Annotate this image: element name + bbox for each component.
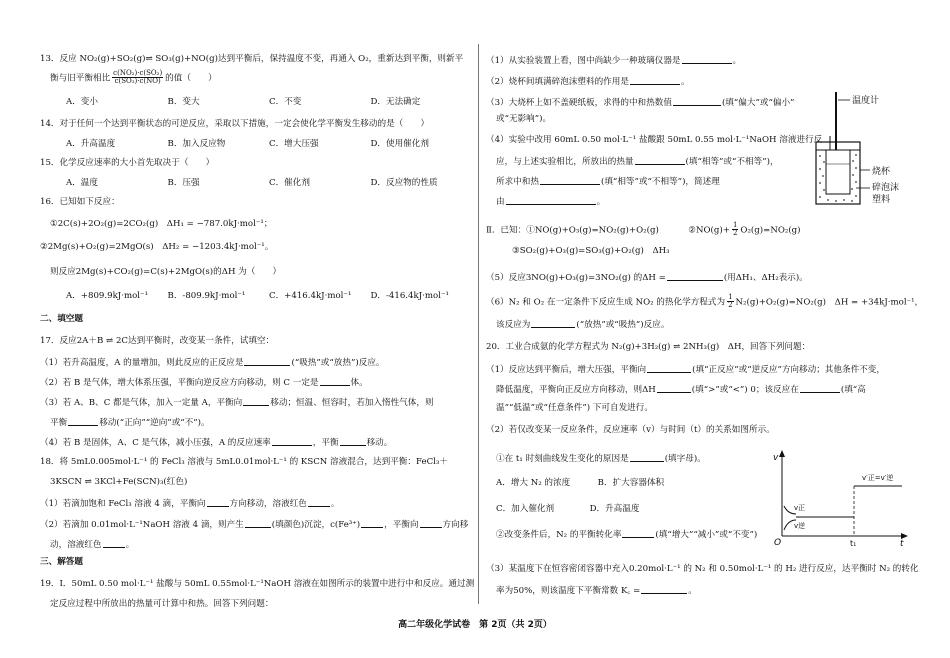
- blank[interactable]: [667, 271, 723, 281]
- label-v-reverse: v逆: [794, 522, 806, 530]
- q20-part2-1: ①在 t₁ 时刻曲线发生变化的原因是 (填字母)。: [496, 454, 706, 464]
- q14-options: [40, 139, 472, 149]
- blank[interactable]: [635, 155, 685, 165]
- q17-part3-cont: 平衡 移动(“正向”“逆向”或“不”)。: [50, 418, 210, 428]
- q13-option-c[interactable]: C．不变: [269, 97, 302, 107]
- q20-option-b[interactable]: B．扩大容器体积: [597, 478, 665, 488]
- blank[interactable]: [320, 376, 350, 386]
- q20-part1-cont: 降低温度，平衡向正反应方向移动，则ΔH (填“>”或“<”) 0；该反应在 (填“高: [496, 385, 866, 395]
- q18-stem-line2: 3KSCN ⇌ 3KCl+Fe(SCN)₃(红色): [50, 477, 188, 487]
- q13-option-a[interactable]: A．变小: [66, 97, 98, 107]
- blank[interactable]: [506, 195, 596, 205]
- q19-part6-cont: 该反应为 (“放热”或“吸热”)反应。: [496, 320, 670, 330]
- q16-option-b[interactable]: B．-809.9kJ·mol⁻¹: [167, 291, 246, 301]
- origin-label: O: [774, 538, 782, 548]
- q18-part1: （1）若滴加饱和 FeCl₃ 溶液 4 滴，平衡向 方向移动，溶液红色 。: [40, 499, 340, 509]
- q20-option-a[interactable]: A．增大 N₂ 的浓度: [496, 478, 571, 488]
- rate-time-graph: [772, 448, 912, 548]
- q18-part2-cont: 动，溶液红色 。: [50, 540, 135, 550]
- axis-label-t: t: [900, 539, 904, 548]
- blank[interactable]: [647, 363, 691, 373]
- q19-part2: （2）烧杯间填满碎泡沫塑料的作用是 。: [486, 77, 690, 87]
- q16-options: [40, 291, 472, 301]
- blank[interactable]: [630, 452, 664, 462]
- q14-option-a[interactable]: A．升高温度: [66, 139, 116, 149]
- q20-option-c[interactable]: C．加入催化剂: [496, 504, 555, 514]
- q19-part3: （3）大烧杯上如不盖硬纸板，求得的中和热数值 (填“偏大”或“偏小”: [486, 98, 795, 108]
- q16-option-a[interactable]: A．+809.9kJ·mol⁻¹: [66, 291, 149, 301]
- q13-fraction: $\frac{\text{c(NO₂)·c(SO₂)}}{\text{c(SO₃)·c(NO)}}$: [113, 69, 163, 86]
- label-v-new: v′正=v′逆: [862, 474, 894, 482]
- q14-stem: 14．对于任何一个达到平衡状态的可逆反应，采取以下措施，一定会使化学平衡发生移动的是（ ）: [40, 119, 430, 129]
- q20-option-d[interactable]: D．升高温度: [589, 504, 640, 514]
- inner-beaker: [826, 150, 850, 194]
- q15-stem: 15．化学反应速率的大小首先取决于（ ）: [40, 158, 215, 168]
- half-fraction-2: $\frac{1}{2}$: [728, 293, 733, 310]
- half-fraction: $\frac{1}{2}$: [732, 221, 738, 238]
- q16-option-d[interactable]: D．-416.4kJ·mol⁻¹: [370, 291, 449, 301]
- q19-part3-cont: 或“无影响”)。: [496, 114, 552, 124]
- blank[interactable]: [641, 584, 687, 594]
- q18-stem-line1: 18．将 5mL0.005mol·L⁻¹ 的 FeCl₃ 溶液与 5mL0.01mol·L⁻¹ 的 KSCN 溶液混合，达到平衡：FeCl₃＋: [40, 457, 448, 467]
- part2-known-line1: Ⅱ．已知：①NO(g)+O₃(g)=NO₂(g)+O₂(g) ②NO(g)+ $\frac{1}{2}$ O₂(g)=NO₂(g): [486, 221, 801, 238]
- q13-stem-line2: 衡与旧平衡相比 $\frac{\text{c(NO₂)·c(SO₂)}}{\text{c(SO₃)·c(NO)}}$ 的值（ ）: [50, 69, 217, 86]
- q19-stem-line2: 定反应过程中所放出的热量可计算中和热。回答下列问题：: [50, 599, 274, 609]
- q14-option-d[interactable]: D．使用催化剂: [370, 139, 429, 149]
- q14-option-c[interactable]: C．增大压强: [269, 139, 319, 149]
- q17-part1: （1）若升高温度，A 的量增加，则此反应的正反应是 (“吸热”或“放热”)反应。: [40, 358, 385, 368]
- blank[interactable]: [682, 54, 732, 64]
- q20-part1: （1）反应达到平衡后，增大压强，平衡向 (填“正反应”或“逆反应”方向移动；其他条件不变，: [486, 365, 885, 375]
- q15-option-c[interactable]: C．催化剂: [269, 178, 310, 188]
- page-footer: 高二年级化学试卷 第 2页（共 2页）: [398, 620, 552, 630]
- blank[interactable]: [244, 356, 290, 366]
- q15-option-d[interactable]: D．反应物的性质: [370, 178, 438, 188]
- q18-part2: （2）若滴加 0.01mol·L⁻¹NaOH 溶液 4 滴，则产生 (填颜色)沉淀，c(Fe³⁺) ，平衡向 方向移: [40, 520, 469, 530]
- q20-stem: 20．工业合成氨的化学方程式为 N₂(g)+3H₂(g) ⇌ 2NH₃(g) ΔH，回答下列问题：: [486, 342, 811, 352]
- q20-part2: （2）若仅改变某一反应条件，反应速率（v）与时间（t）的关系如图所示。: [486, 425, 775, 435]
- q13-options: [40, 97, 472, 107]
- column-divider: [478, 44, 479, 604]
- blank[interactable]: [673, 96, 721, 106]
- q13-stem-line1: 13．反应 NO₂(g)+SO₂(g)⇌ SO₃(g)+NO(g)达到平衡后，保持温度不变，再通入 O₂，重新达到平衡，则新平: [40, 54, 464, 64]
- blank[interactable]: [361, 518, 383, 528]
- q17-part4: （4）若 B 是固体，A、C 是气体，减小压强，A 的反应速率 ，平衡 移动。: [40, 438, 393, 448]
- q17-stem: 17．反应2A＋B ⇌ 2C达到平衡时，改变某一条件，试填空：: [40, 336, 275, 346]
- q19-part4-cont3: 由 。: [496, 197, 606, 207]
- blank[interactable]: [630, 75, 680, 85]
- blank[interactable]: [207, 497, 229, 507]
- q16-stem: 16．已知如下反应：: [40, 197, 120, 207]
- t1-label: t₁: [850, 539, 857, 548]
- label-foam-2: 塑料: [872, 195, 891, 205]
- blank[interactable]: [531, 318, 575, 328]
- q13-option-d[interactable]: D．无法确定: [370, 97, 421, 107]
- blank[interactable]: [272, 436, 312, 446]
- q19-part5: （5）反应3NO(g)+O₃(g)=3NO₂(g) 的ΔH = (用ΔH₁、ΔH₂表示)。: [486, 273, 808, 283]
- blank[interactable]: [245, 518, 271, 528]
- blank[interactable]: [308, 497, 330, 507]
- q15-option-b[interactable]: B．压强: [167, 178, 200, 188]
- blank[interactable]: [103, 538, 125, 548]
- blank[interactable]: [800, 383, 840, 393]
- blank[interactable]: [68, 416, 98, 426]
- q16-ask: 则反应2Mg(s)+CO₂(g)=C(s)+2MgO(s)的ΔH 为（ ）: [50, 267, 282, 277]
- q20-part3: （3）某温度下在恒容密闭容器中充入0.20mol·L⁻¹ 的 N₂ 和 0.50mol·L⁻¹ 的 H₂ 进行反应，达平衡时 N₂ 的转化: [486, 564, 919, 574]
- q19-part4: （4）实验中改用 60mL 0.50 mol·L⁻¹ 盐酸跟 50mL 0.55 mol·L⁻¹NaOH 溶液进行反: [486, 135, 823, 145]
- q20-part3-cont: 率为50%，则该温度下平衡常数 K꜀ = 。: [496, 586, 697, 596]
- label-beaker: 烧杯: [872, 167, 891, 177]
- q14-option-b[interactable]: B．加入反应物: [167, 139, 226, 149]
- q17-part3: （3）若 A、B、C 都是气体，加入一定量 A，平衡向 移动；恒温、恒容时，若加入惰性气体，则: [40, 398, 434, 408]
- q15-option-a[interactable]: A．温度: [66, 178, 98, 188]
- blank[interactable]: [340, 436, 366, 446]
- q20-part1-cont2: 温”“低温”或“任意条件”) 下可自发进行。: [496, 403, 653, 413]
- part2-known-line2: ③SO₂(g)+O₃(g)=SO₃(g)+O₂(g) ΔH₃: [512, 246, 670, 256]
- label-thermometer: 温度计: [852, 96, 880, 106]
- section-fill-blank: 二、填空题: [40, 314, 83, 324]
- q17-part2: （2）若 B 是气体，增大体系压强，平衡向逆反应方向移动，则 C 一定是 体。: [40, 378, 368, 388]
- q19-part4-cont2: 所求中和热 (填“相等”或“不相等”)，简述理: [496, 177, 720, 187]
- q15-options: [40, 178, 472, 188]
- q20-part2-2: ②改变条件后，N₂ 的平衡转化率 (填“增大”“减小”或“不变”): [496, 530, 758, 540]
- section-answer: 三、解答题: [40, 557, 83, 567]
- q13-option-b[interactable]: B．变大: [167, 97, 200, 107]
- calorimeter-figure: [812, 84, 916, 224]
- q19-part4-cont1: 应，与上述实验相比，所放出的热量 (填“相等”或“不相等”)，: [496, 157, 779, 167]
- label-foam-1: 碎泡沫: [872, 183, 900, 193]
- blank[interactable]: [243, 396, 269, 406]
- blank[interactable]: [622, 528, 654, 538]
- label-v-forward: v正: [794, 504, 806, 512]
- q16-option-c[interactable]: C．+416.4kJ·mol⁻¹: [269, 291, 352, 301]
- q19-part1: （1）从实验装置上看，图中尚缺少一种玻璃仪器是 。: [486, 56, 742, 66]
- q19-part6: （6）N₂ 和 O₂ 在一定条件下反应生成 NO₂ 的热化学方程式为 $\frac{1}{2}$ N₂(g)+O₂(g)=NO₂(g) ΔH = +34kJ·mol⁻¹，: [486, 293, 924, 310]
- q16-equation-2: ②2Mg(s)+O₂(g)=2MgO(s) ΔH₂ = −1203.4kJ·mol⁻¹。: [40, 242, 274, 252]
- blank[interactable]: [540, 175, 600, 185]
- blank[interactable]: [657, 383, 691, 393]
- axis-label-v: v: [773, 453, 779, 463]
- blank[interactable]: [420, 518, 442, 528]
- q16-equation-1: ①2C(s)+2O₂(g)=2CO₂(g) ΔH₁ = −787.0kJ·mol⁻¹；: [50, 219, 273, 229]
- q19-stem-line1: 19．I．50mL 0.50 mol·L⁻¹ 盐酸与 50mL 0.55mol·L⁻¹NaOH 溶液在如图所示的装置中进行中和反应。通过测: [40, 579, 475, 589]
